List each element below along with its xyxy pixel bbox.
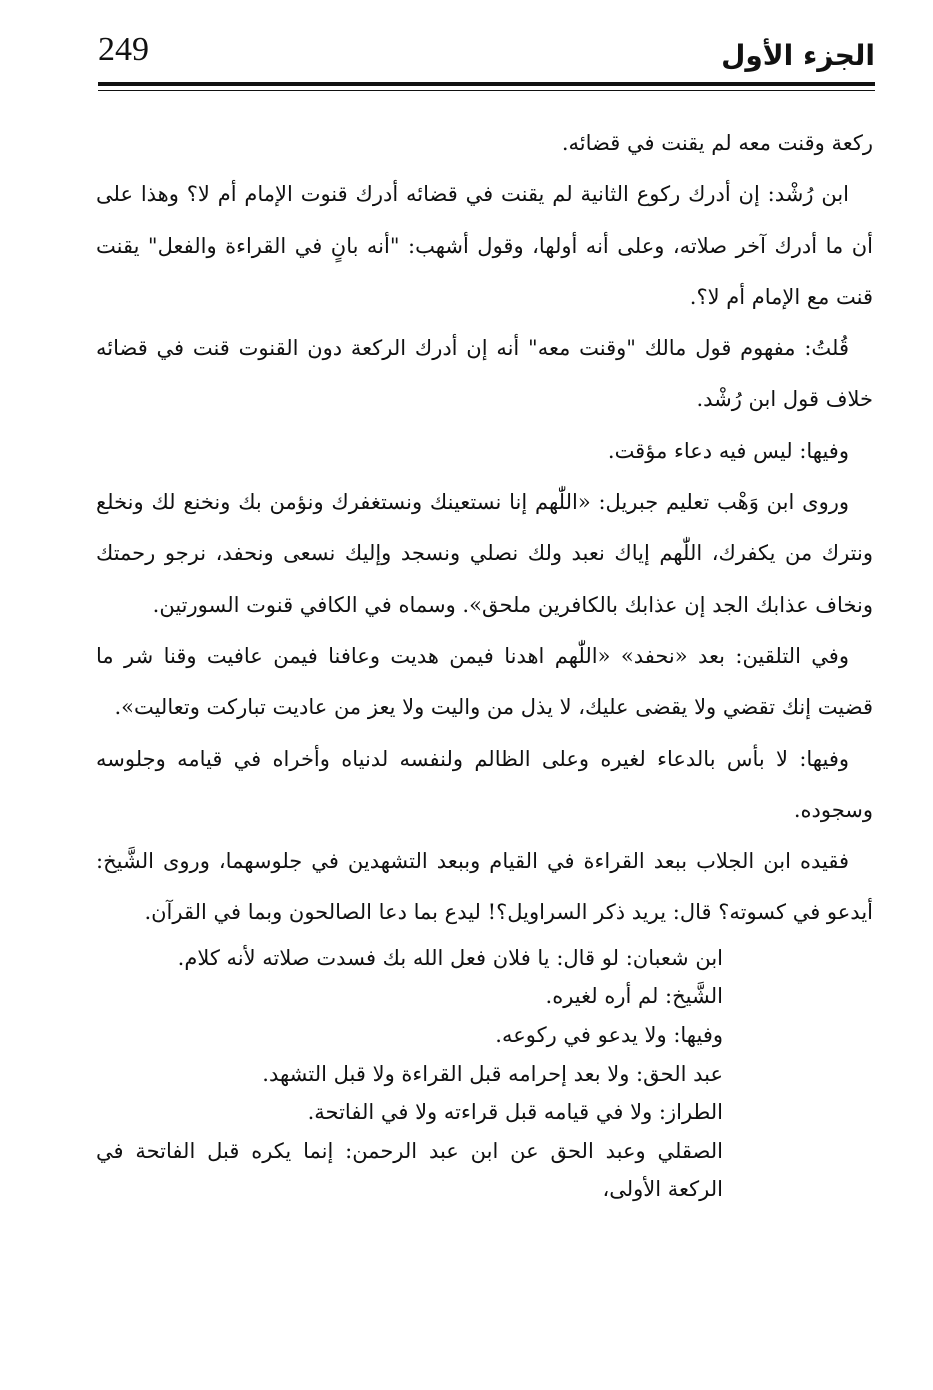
header-rule-thick xyxy=(98,82,875,86)
running-title: الجزء الأول xyxy=(721,39,875,72)
page-header xyxy=(98,30,875,80)
indented-line: ابن شعبان: لو قال: يا فلان فعل الله بك فسدت صلاته لأنه كلام. xyxy=(177,945,723,970)
paragraph: وروى ابن وَهْب تعليم جبريل: «اللّٰهم إنا نستعينك ونستغفرك ونؤمن بك ونخنع لك ونخلع ونترك من يكفرك، اللّٰهم إياك نعبد ولك نصلي ونسجد وإليك نسعى ونحفد، نرجو رحمتك ونخاف عذابك الجد إن عذابك بالكافرين ملحق». وسماه في الكافي قنوت السورتين. xyxy=(96,490,873,617)
page-number: 249 xyxy=(98,31,149,68)
indented-block xyxy=(96,939,723,1209)
indented-line: الصقلي وعبد الحق عن ابن عبد الرحمن: إنما يكره قبل الفاتحة في الركعة الأولى، xyxy=(96,1138,723,1202)
indented-line: الطراز: ولا في قيامه قبل قراءته ولا في الفاتحة. xyxy=(307,1100,723,1125)
paragraph: فقيده ابن الجلاب ببعد القراءة في القيام وببعد التشهدين في جلوسهما، وروى الشَّيخ: أيدعو في كسوته؟ قال: يريد ذكر السراويل؟! ليدع بما دعا الصالحون وبما في القرآن. xyxy=(96,849,873,925)
paragraph: قُلتُ: مفهوم قول مالك "وقنت معه" أنه إن أدرك الركعة دون القنوت قنت في قضائه خلاف قول ابن رُشْد. xyxy=(96,336,873,412)
indented-line: وفيها: ولا يدعو في ركوعه. xyxy=(495,1022,723,1047)
paragraph: ابن رُشْد: إن أدرك ركوع الثانية لم يقنت في قضائه أدرك قنوت الإمام أم لا؟ وهذا على أن ما أدرك آخر صلاته، وعلى أنه أولها، وقول أشهب: "أنه بانٍ في القراءة والفعل" يقنت قنت مع الإمام أم لا؟. xyxy=(96,182,873,309)
paragraph: وفيها: ليس فيه دعاء مؤقت. xyxy=(607,438,849,463)
indented-line: عبد الحق: ولا بعد إحرامه قبل القراءة ولا قبل التشهد. xyxy=(262,1061,723,1086)
indented-line: الشَّيخ: لم أره لغيره. xyxy=(545,984,723,1009)
paragraph: وفيها: لا بأس بالدعاء لغيره وعلى الظالم ولنفسه لدنياه وأخراه في قيامه وجلوسه وسجوده. xyxy=(96,746,873,822)
header-rule-thin xyxy=(98,90,875,91)
paragraph: ركعة وقنت معه لم يقنت في قضائه. xyxy=(561,131,873,155)
paragraph: وفي التلقين: بعد «نحفد» «اللّٰهم اهدنا فيمن هديت وعافنا فيمن عافيت وقنا شر ما قضيت إنك تقضي ولا يقضى عليك، لا يذل من واليت ولا يعز من عاديت تباركت وتعاليت». xyxy=(96,643,873,720)
body-text xyxy=(96,118,873,1209)
